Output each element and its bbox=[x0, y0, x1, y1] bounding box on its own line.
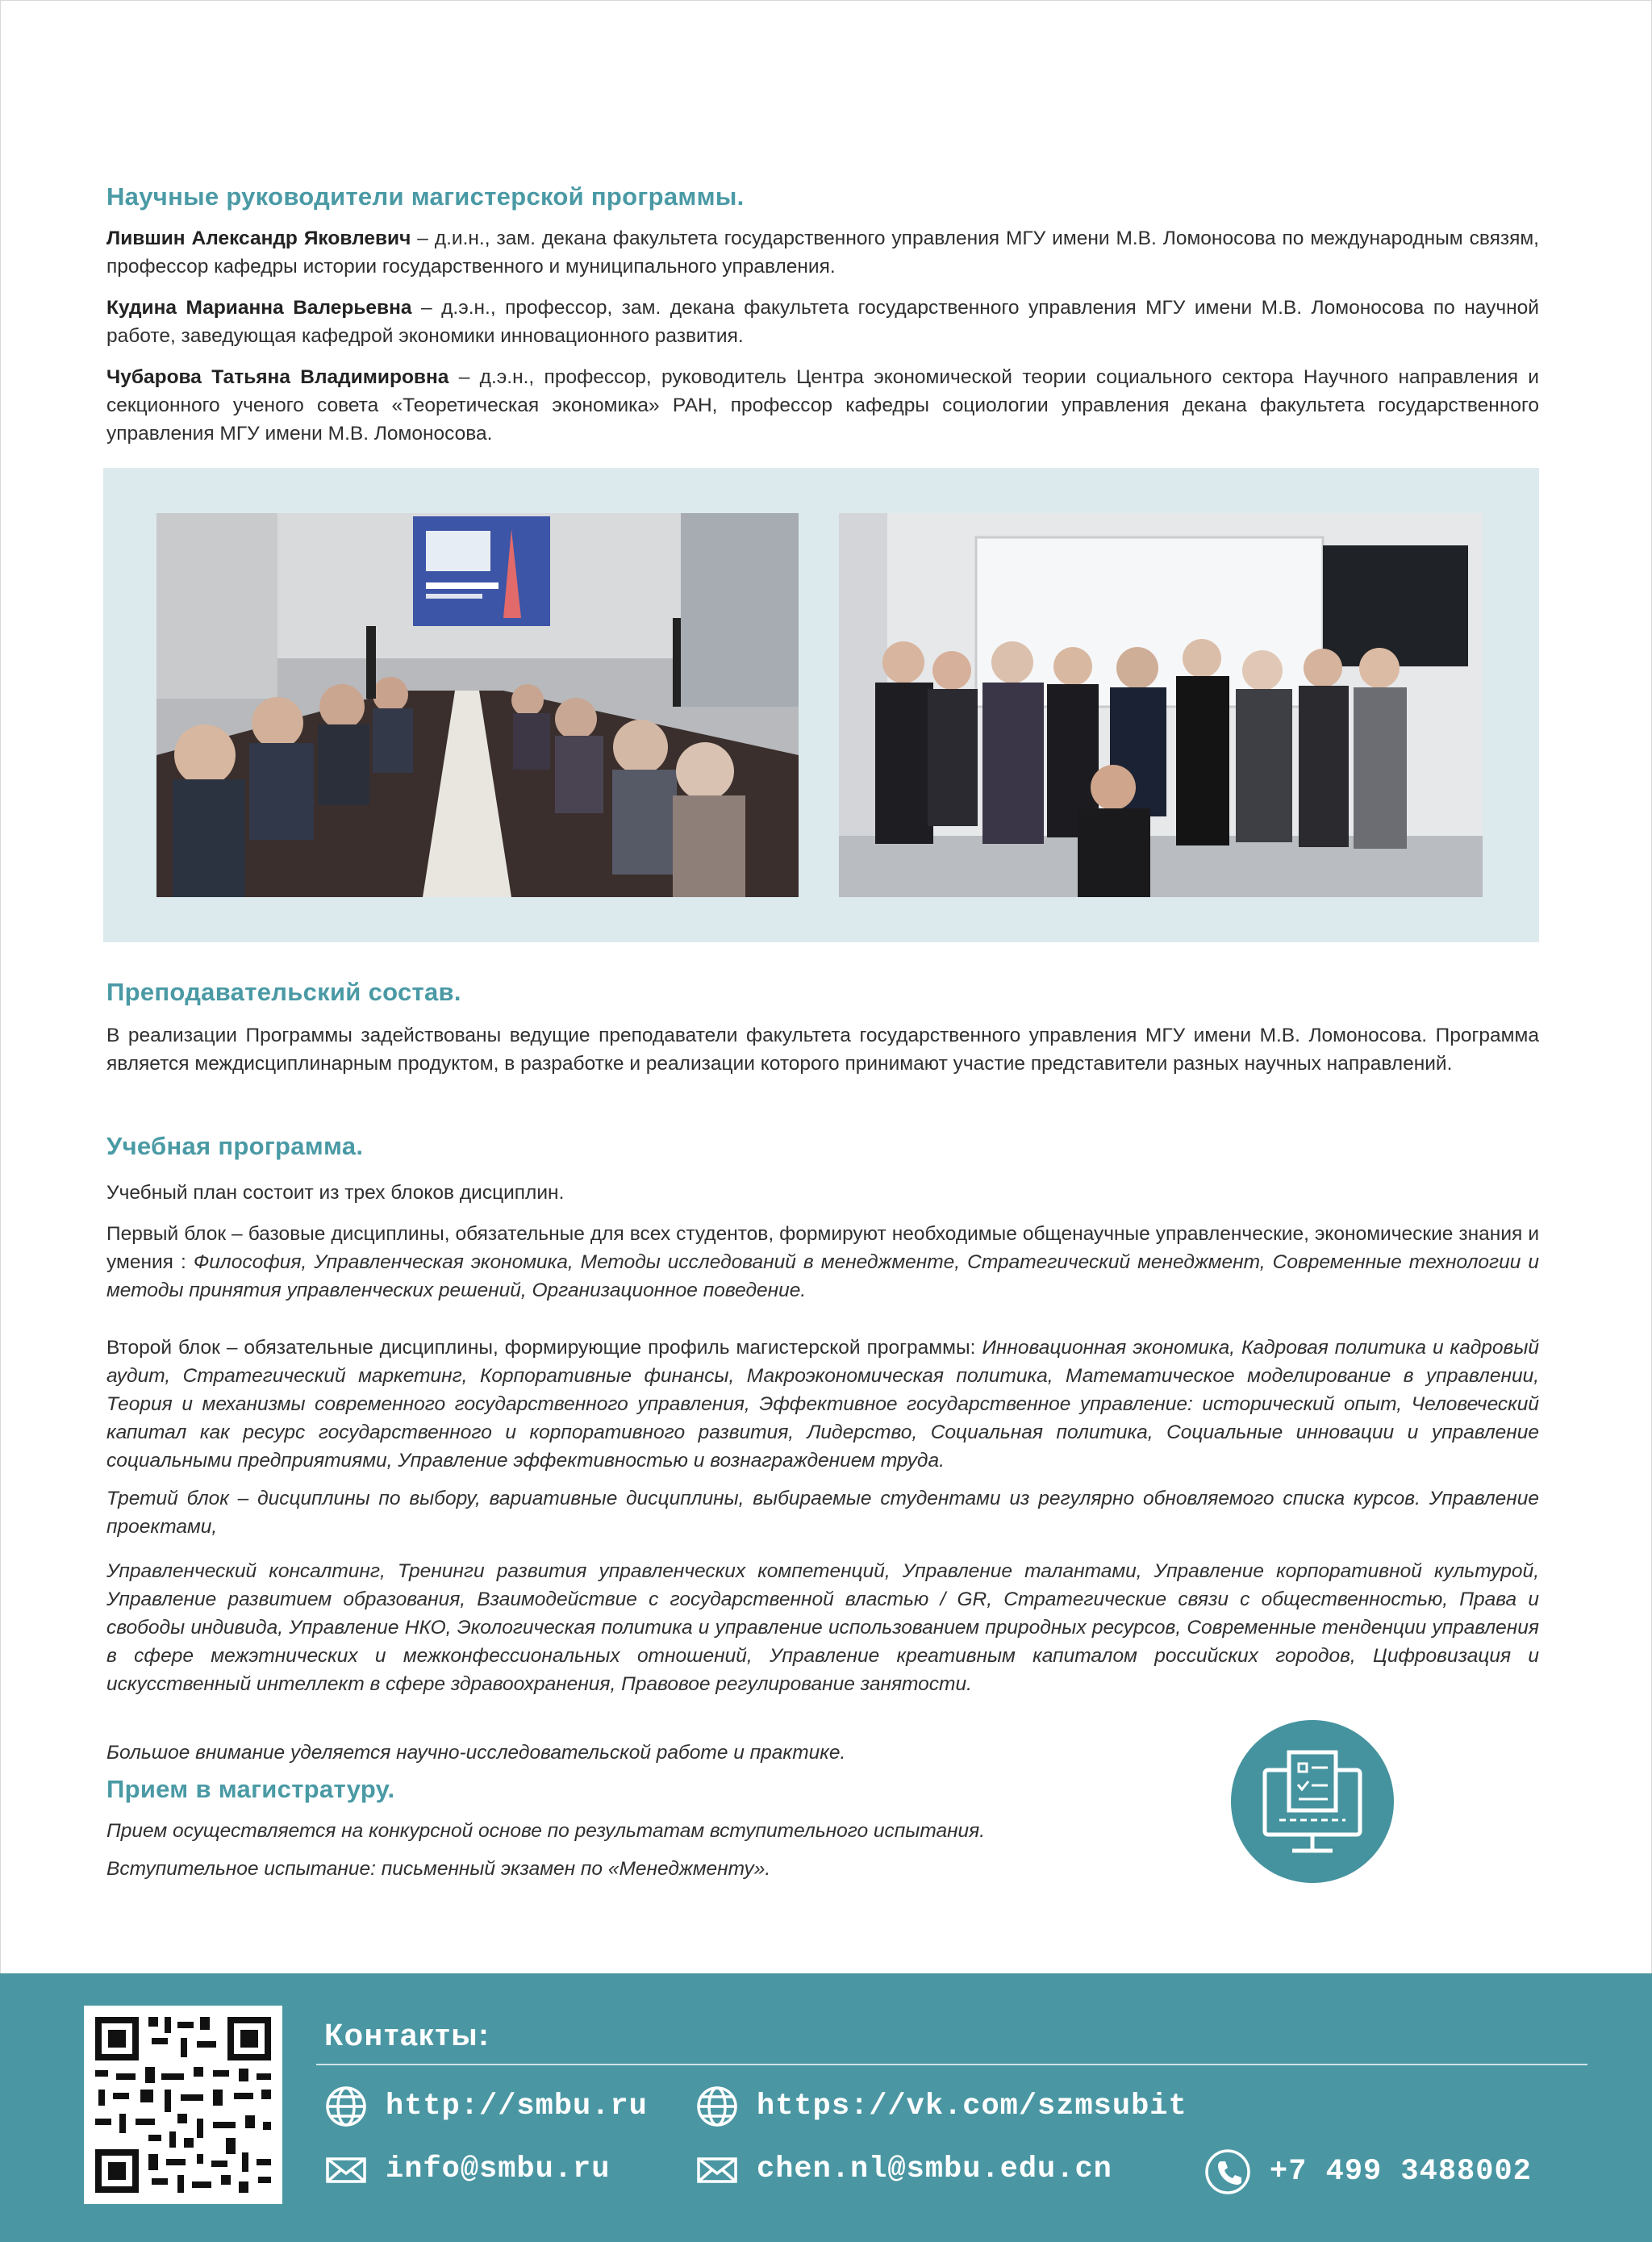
conference-photo bbox=[156, 513, 799, 897]
supervisor-1 bbox=[106, 224, 1539, 281]
block-2-list: Инновационная экономика, Кадровая политика и кадровый аудит, Стратегический маркетинг, Корпоративные финансы, Макроэкономическая политика, Математическое моделирование в управлении, Теория и механизмы современного государственного управления, Эффективное государственное управление: исторический опыт, Человеческий капитал как ресурс государственного и корпоративного развития, Лидерство, Социальная политика, Социальные инновации и управление социальными предприятиями, Управление эффективностью и вознаграждением труда. bbox=[106, 1337, 1539, 1472]
curriculum-heading: Учебная программа. bbox=[106, 1132, 364, 1160]
phone-link[interactable] bbox=[1204, 2148, 1532, 2196]
supervisors-heading: Научные руководители магистерской программы. bbox=[106, 182, 745, 211]
photo-panel bbox=[103, 468, 1539, 942]
group-photo bbox=[839, 513, 1483, 897]
supervisor-3-name: Чубарова Татьяна Владимировна bbox=[106, 366, 449, 388]
supervisor-1-name: Лившин Александр Яковлевич bbox=[106, 228, 411, 249]
research-note: Большое внимание уделяется научно-исследовательской работе и практике. bbox=[106, 1742, 846, 1764]
curriculum-intro: Учебный план состоит из трех блоков дисциплин. bbox=[106, 1182, 565, 1204]
supervisor-1-text: – д.и.н., зам. декана факультета государственного управления МГУ имени М.В. Ломоносова по международным связям, профессор кафедры истории государственного и муниципального управления. bbox=[106, 228, 1539, 278]
block-1-lead: Первый блок – базовые дисциплины, обязательные для всех студентов, формируют необходимые общенаучные управленческие, экономические знания и умения : bbox=[106, 1223, 1539, 1273]
phone-icon bbox=[1204, 2148, 1252, 2196]
supervisor-2-name: Кудина Марианна Валерьевна bbox=[106, 297, 412, 319]
supervisor-2 bbox=[106, 294, 1539, 350]
supervisor-3-text: – д.э.н., профессор, руководитель Центра экономической теории социального сектора Научного направления и секционного ученого совета «Теоретическая экономика» РАН, профессор кафедры социологии управления декана факультета государственного управления МГУ имени М.В. Ломоносова. bbox=[106, 366, 1539, 445]
curriculum-section bbox=[106, 1132, 1539, 1767]
supervisor-2-text: – д.э.н., профессор, зам. декана факультета государственного управления МГУ имени М.В. Ломоносова по научной работе, заведующая кафедрой экономики инновационного развития. bbox=[106, 297, 1539, 347]
website-text: http://smbu.ru bbox=[386, 2090, 648, 2123]
admission-heading: Прием в магистратуру. bbox=[106, 1775, 395, 1803]
email-text-2: chen.nl@smbu.edu.cn bbox=[757, 2152, 1112, 2186]
curriculum-block-2 bbox=[106, 1334, 1539, 1475]
phone-text: +7 499 3488002 bbox=[1270, 2155, 1532, 2189]
online-exam-icon bbox=[1231, 1720, 1394, 1883]
vk-text: https://vk.com/szmsubit bbox=[757, 2090, 1187, 2123]
curriculum-block-3: Третий блок – дисциплины по выбору, вариативные дисциплины, выбираемые студентами из регулярно обновляемого списка курсов. Управление проектами, bbox=[106, 1488, 1539, 1538]
admission-line-2: Вступительное испытание: письменный экзамен по «Менеджменту». bbox=[106, 1858, 771, 1880]
globe-icon bbox=[324, 2085, 368, 2128]
curriculum-block-3-list: Управленческий консалтинг, Тренинги развития управленческих компетенций, Управление талантами, Управление корпоративной культурой, Управление развитием образования, Взаимодействие с государственной властью / GR, Стратегические связи с общественностью, Права и свободы индивида, Управление НКО, Экологическая политика и управление использованием природных ресурсов, Современные тенденции управления в сфере межэтнических и межконфессиональных отношений, Управление креативным капиталом российских городов, Цифровизация и искусственный интеллект в сфере здравоохранения, Правовое регулирование занятости. bbox=[106, 1560, 1539, 1695]
admission-line-1: Прием осуществляется на конкурсной основе по результатам вступительного испытания. bbox=[106, 1820, 986, 1842]
email-link-1[interactable] bbox=[324, 2148, 610, 2191]
vk-link[interactable] bbox=[695, 2085, 1187, 2128]
supervisors-section bbox=[106, 182, 1539, 448]
globe-icon bbox=[695, 2085, 739, 2128]
qr-code[interactable] bbox=[84, 2006, 282, 2204]
contacts-divider bbox=[316, 2064, 1587, 2065]
supervisor-3 bbox=[106, 363, 1539, 448]
contacts-title: Контакты: bbox=[324, 2019, 490, 2052]
website-link[interactable] bbox=[324, 2085, 648, 2128]
block-1-list: Философия, Управленческая экономика, Методы исследований в менеджменте, Стратегический менеджмент, Современные технологии и методы принятия управленческих решений, Организационное поведение. bbox=[106, 1251, 1539, 1301]
faculty-section bbox=[106, 978, 1539, 1078]
block-2-lead: Второй блок – обязательные дисциплины, формирующие профиль магистерской программы: bbox=[106, 1337, 982, 1359]
contacts-footer bbox=[0, 1973, 1652, 2242]
faculty-heading: Преподавательский состав. bbox=[106, 978, 461, 1006]
faculty-text: В реализации Программы задействованы ведущие преподаватели факультета государственного управления МГУ имени М.В. Ломоносова. Программа является междисциплинарным продуктом, в разработке и реализации которого принимают участие представители разных научных направлений. bbox=[106, 1025, 1539, 1075]
email-text-1: info@smbu.ru bbox=[386, 2152, 611, 2186]
email-link-2[interactable] bbox=[695, 2148, 1112, 2191]
envelope-icon bbox=[324, 2148, 368, 2191]
curriculum-block-1 bbox=[106, 1220, 1539, 1305]
admission-section bbox=[106, 1775, 1236, 1883]
envelope-icon bbox=[695, 2148, 739, 2191]
